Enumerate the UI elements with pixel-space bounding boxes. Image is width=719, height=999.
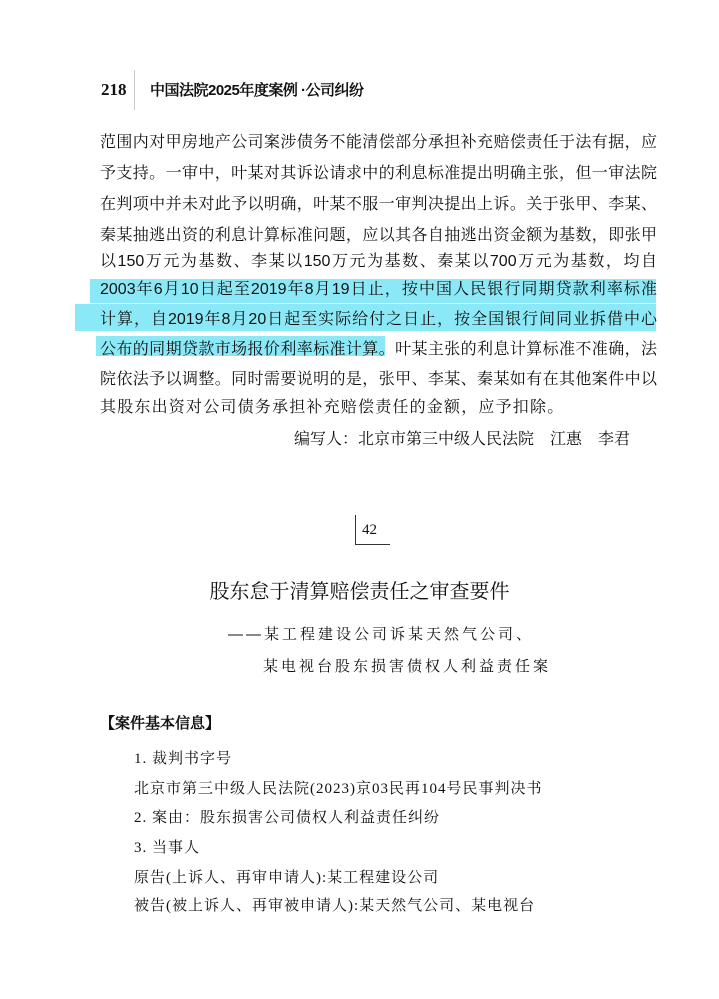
body-line: 以150万元为基数、李某以150万元为基数、秦某以700万元为基数，均自 — [100, 253, 657, 270]
info-item: 3. 当事人 — [134, 840, 201, 856]
author-signature: 编写人：北京市第三中级人民法院 江惠 李君 — [294, 431, 631, 448]
info-item: 原告(上诉人、再审申请人):某工程建设公司 — [134, 870, 440, 886]
case-number: 42 — [362, 522, 377, 538]
info-item: 北京市第三中级人民法院(2023)京03民再104号民事判决书 — [134, 781, 543, 797]
body-line: 院依法予以调整。同时需要说明的是，张甲、李某、秦某如有在其他案件中以 — [100, 371, 657, 388]
body-line: 秦某抽逃出资的利息计算标准问题，应以其各自抽逃出资金额为基数，即张甲 — [100, 227, 657, 244]
page-number: 218 — [101, 80, 127, 99]
body-line: 范围内对甲房地产公司案涉债务不能清偿部分承担补充赔偿责任于法有据，应 — [100, 134, 657, 151]
info-item: 2. 案由：股东损害公司债权人利益责任纠纷 — [134, 810, 441, 826]
section-heading: 【案件基本信息】 — [100, 715, 221, 732]
info-item: 被告(被上诉人、再审被申请人):某天然气公司、某电视台 — [134, 898, 536, 914]
running-header-title: 中国法院2025年度案例 ·公司纠纷 — [150, 82, 364, 99]
body-line: 公布的同期贷款市场报价利率标准计算。叶某主张的利息计算标准不准确，法 — [100, 341, 657, 358]
case-subtitle-1: ——某工程建设公司诉某天然气公司、 — [228, 626, 535, 643]
body-line: 其股东出资对公司债务承担补充赔偿责任的金额，应予扣除。 — [100, 399, 565, 416]
case-subtitle-2: 某电视台股东损害债权人利益责任案 — [263, 658, 552, 675]
body-line: 在判项中并未对此予以明确，叶某不服一审判决提出上诉。关于张甲、李某、 — [100, 196, 657, 213]
body-line: 予支持。一审中，叶某对其诉讼请求中的利息标准提出明确主张，但一审法院 — [100, 165, 657, 182]
header-divider — [134, 70, 135, 110]
info-item: 1. 裁判书字号 — [134, 751, 233, 767]
body-line: 计算，自2019年8月20日起至实际给付之日止，按全国银行间同业拆借中心 — [100, 311, 657, 328]
case-title: 股东怠于清算赔偿责任之审查要件 — [209, 581, 510, 603]
body-line: 2003年6月10日起至2019年8月19日止，按中国人民银行同期贷款利率标准 — [100, 281, 657, 298]
